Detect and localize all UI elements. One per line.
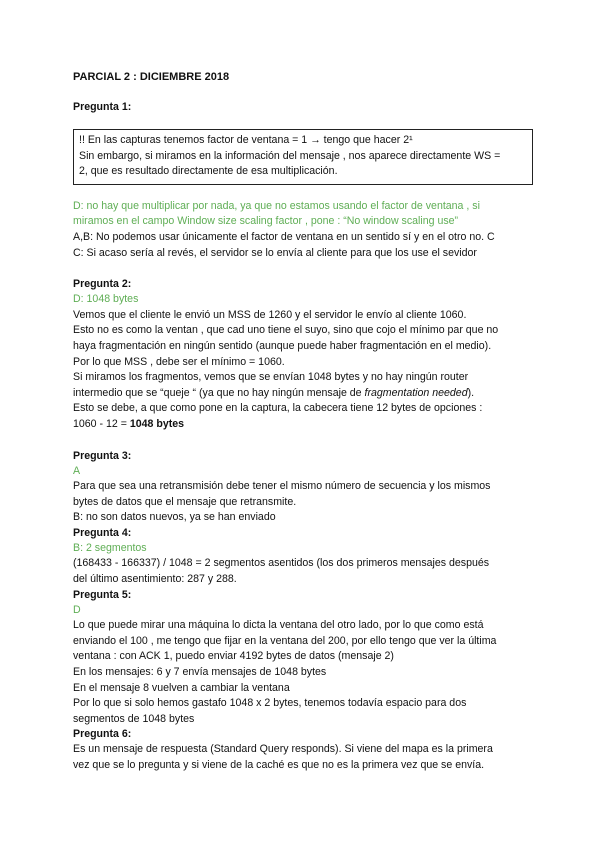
document-content [73, 70, 533, 774]
question-4-label: Pregunta 4: [73, 526, 132, 539]
answer-text: B: 2 segmentos [73, 541, 147, 554]
note-box [73, 129, 533, 185]
calculation-text: 1060 - 12 = [73, 417, 130, 430]
italic-term: fragmentation needed [364, 386, 468, 399]
body-line: Es un mensaje de respuesta (Standard Query responds). Si viene del mapa es la primera [73, 743, 493, 756]
question-2-label: Pregunta 2: [73, 278, 132, 291]
answer-text: D: 1048 bytes [73, 293, 139, 306]
calculation-result: 1048 bytes [129, 417, 185, 430]
body-line: Esto se debe, a que como pone en la captura, la cabecera tiene 12 bytes de opciones : [73, 402, 483, 415]
body-text: intermedio que se “queje “ (ya que no hay ningún mensaje de [73, 386, 365, 399]
answer-text: D: no hay que multiplicar por nada, ya que no estamos usando el factor de ventana , si [73, 199, 480, 212]
question-6-label: Pregunta 6: [73, 728, 132, 741]
body-line: C: Si acaso sería al revés, el servidor se lo envía al cliente para que los use el sevidor [73, 246, 477, 259]
body-line: Para que sea una retransmisión debe tener el mismo número de secuencia y los mismos [73, 480, 491, 493]
note-line: Sin embargo, si miramos en la información del mensaje , nos aparece directamente WS = [79, 149, 501, 162]
body-line: Lo que puede mirar una máquina lo dicta la ventana del otro lado, por lo que como está [73, 619, 484, 632]
body-line: segmentos de 1048 bytes [73, 712, 195, 725]
question-3-label: Pregunta 3: [73, 449, 132, 462]
body-line: Si miramos los fragmentos, vemos que se envían 1048 bytes y no hay ningún router [73, 371, 469, 384]
body-line [73, 386, 533, 402]
body-line: Vemos que el cliente le envió un MSS de 1260 y el servidor le envío al cliente 1060. [73, 308, 467, 321]
body-line: (168433 - 166337) / 1048 = 2 segmentos asentidos (los dos primeros mensajes después [73, 557, 490, 570]
body-line: haya fragmentación en ningún sentido (aunque puede haber fragmentación en el medio). [73, 339, 492, 352]
note-line: !! En las capturas tenemos factor de ventana = 1 → tengo que hacer 2¹ [79, 134, 413, 146]
body-line: Por lo que MSS , debe ser el mínimo = 1060. [73, 355, 285, 368]
answer-text: A [73, 464, 81, 477]
body-line: del último asentimiento: 287 y 288. [73, 573, 237, 586]
question-5-label: Pregunta 5: [73, 588, 132, 601]
question-1-label: Pregunta 1: [73, 101, 132, 113]
body-line: ventana : con ACK 1, puedo enviar 4192 bytes de datos (mensaje 2) [73, 650, 394, 663]
body-line: bytes de datos que el mensaje que retransmite. [73, 495, 297, 508]
page-title: PARCIAL 2 : DICIEMBRE 2018 [73, 71, 230, 83]
body-text: ). [467, 386, 475, 399]
body-line: B: no son datos nuevos, ya se han enviado [73, 511, 276, 524]
body-line: Por lo que si solo hemos gastafo 1048 x 2 bytes, tenemos todavía espacio para dos [73, 697, 467, 710]
answer-text: D [73, 603, 81, 616]
body-line: enviando el 100 , me tengo que fijar en la ventana del 200, por ello tengo que ver la última [73, 634, 497, 647]
body-line: En el mensaje 8 vuelven a cambiar la ventana [73, 681, 290, 694]
body-line: A,B: No podemos usar únicamente el factor de ventana en un sentido sí y en el otro no. C [73, 230, 495, 243]
body-line: En los mensajes: 6 y 7 envía mensajes de 1048 bytes [73, 666, 327, 679]
body-line: Esto no es como la ventan , que cad uno tiene el suyo, sino que cojo el mínimo par que no [73, 324, 499, 337]
calculation-line [73, 417, 533, 433]
answer-text: miramos en el campo Window size scaling factor , pone : “No window scaling use” [73, 215, 459, 228]
note-line: 2, que es resultado directamente de esa multiplicación. [79, 165, 338, 178]
body-line: vez que se lo pregunta y si viene de la caché es que no es la primera vez que se envía. [73, 759, 485, 771]
